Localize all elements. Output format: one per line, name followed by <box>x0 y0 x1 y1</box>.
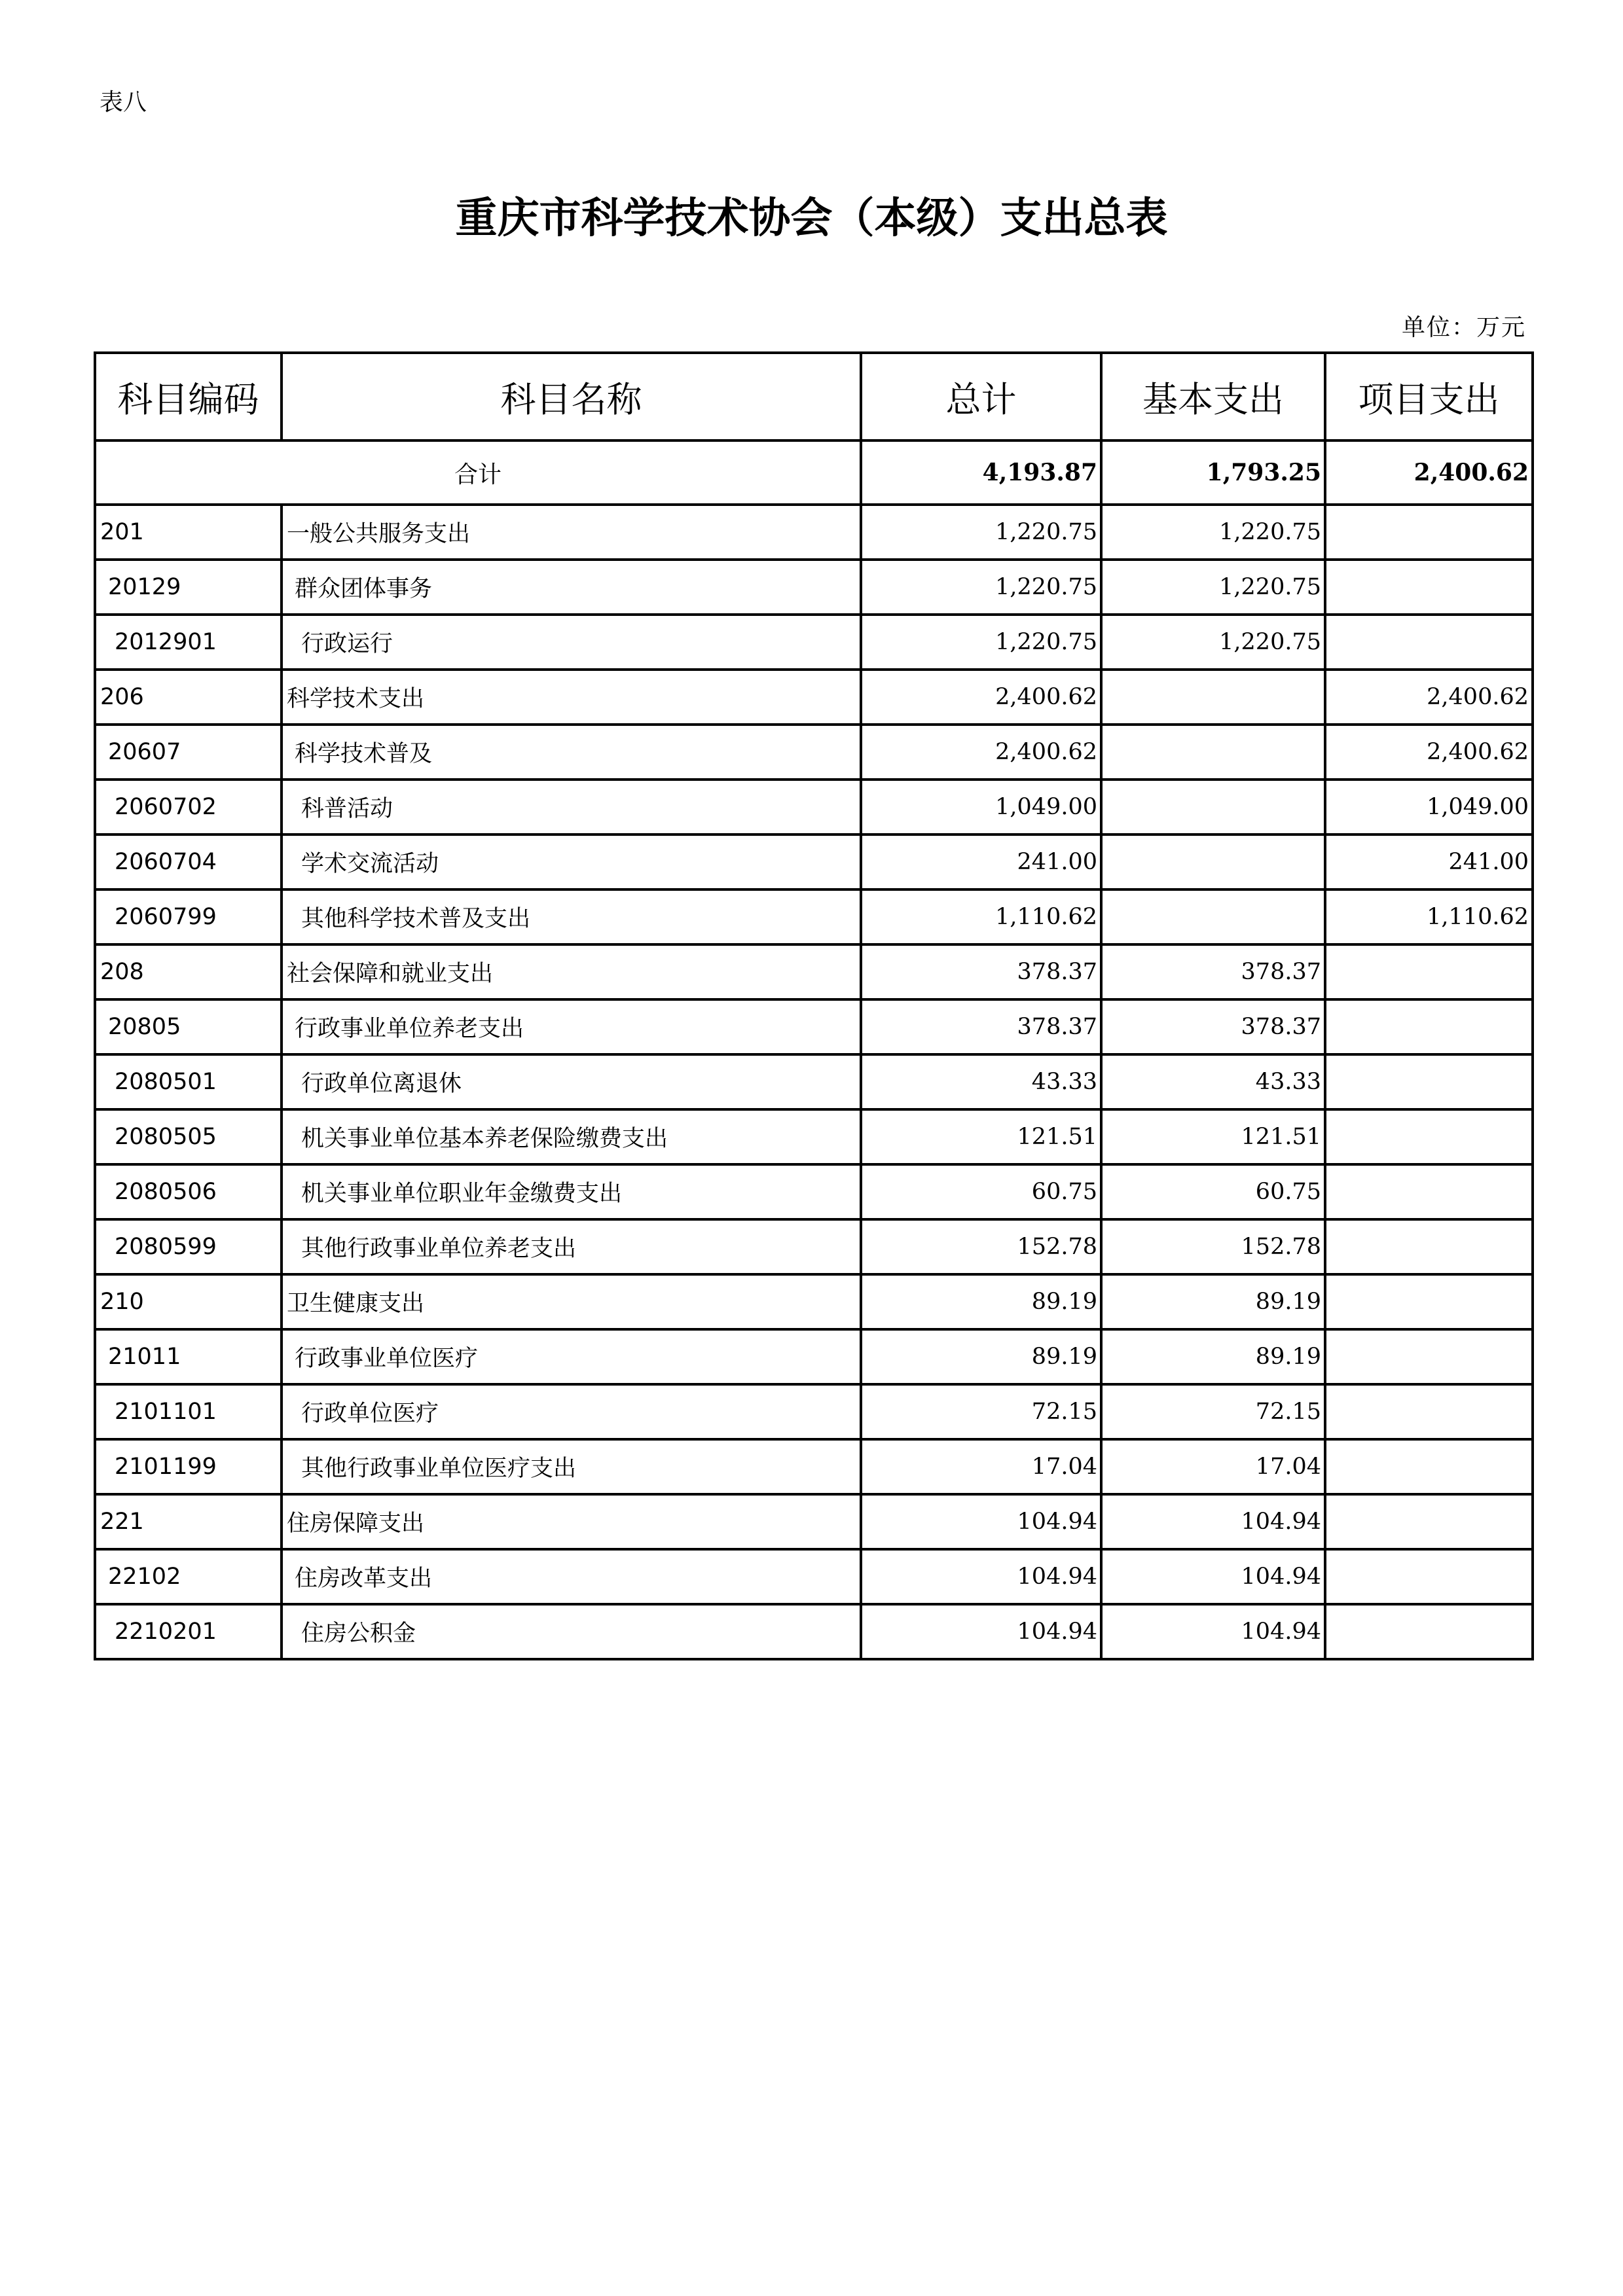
table-row <box>95 1549 1533 1604</box>
row-project <box>1325 1439 1533 1494</box>
row-code: 206 <box>95 670 282 725</box>
row-total: 1,220.75 <box>861 505 1101 560</box>
row-name: 科学技术普及 <box>282 725 861 780</box>
table-row <box>95 505 1533 560</box>
table-row <box>95 1494 1533 1549</box>
row-total: 1,049.00 <box>861 780 1101 834</box>
row-name: 一般公共服务支出 <box>282 505 861 560</box>
row-code: 201 <box>95 505 282 560</box>
row-code: 20805 <box>95 999 282 1054</box>
row-basic: 104.94 <box>1101 1549 1325 1604</box>
table-row <box>95 615 1533 670</box>
table-row <box>95 1384 1533 1439</box>
row-project <box>1325 1054 1533 1109</box>
table-row <box>95 944 1533 999</box>
row-name: 行政单位医疗 <box>282 1384 861 1439</box>
row-name: 行政单位离退休 <box>282 1054 861 1109</box>
row-basic: 72.15 <box>1101 1384 1325 1439</box>
row-code: 2060799 <box>95 889 282 944</box>
row-basic <box>1101 670 1325 725</box>
row-project: 2,400.62 <box>1325 670 1533 725</box>
row-code: 2080501 <box>95 1054 282 1109</box>
row-name: 科学技术支出 <box>282 670 861 725</box>
row-total: 72.15 <box>861 1384 1101 1439</box>
column-header-total: 总计 <box>861 353 1101 440</box>
row-project <box>1325 944 1533 999</box>
table-row <box>95 1219 1533 1274</box>
row-total: 121.51 <box>861 1109 1101 1164</box>
row-project: 1,049.00 <box>1325 780 1533 834</box>
row-name: 住房保障支出 <box>282 1494 861 1549</box>
row-name: 社会保障和就业支出 <box>282 944 861 999</box>
row-name: 科普活动 <box>282 780 861 834</box>
row-project <box>1325 1384 1533 1439</box>
row-code: 210 <box>95 1274 282 1329</box>
row-code: 2060704 <box>95 834 282 889</box>
row-basic: 89.19 <box>1101 1274 1325 1329</box>
row-basic: 60.75 <box>1101 1164 1325 1219</box>
row-project <box>1325 1164 1533 1219</box>
row-total: 43.33 <box>861 1054 1101 1109</box>
row-total: 1,110.62 <box>861 889 1101 944</box>
row-total: 378.37 <box>861 999 1101 1054</box>
row-project <box>1325 1219 1533 1274</box>
row-total: 104.94 <box>861 1604 1101 1659</box>
row-code: 208 <box>95 944 282 999</box>
row-basic: 121.51 <box>1101 1109 1325 1164</box>
row-total: 104.94 <box>861 1549 1101 1604</box>
row-basic: 1,220.75 <box>1101 560 1325 615</box>
total-project: 2,400.62 <box>1325 440 1533 505</box>
row-project <box>1325 1329 1533 1384</box>
row-name: 行政事业单位养老支出 <box>282 999 861 1054</box>
row-basic: 104.94 <box>1101 1494 1325 1549</box>
table-row <box>95 725 1533 780</box>
expenditure-table <box>94 351 1534 1660</box>
row-total: 2,400.62 <box>861 725 1101 780</box>
unit-label: 单位：万元 <box>1401 314 1526 341</box>
row-name: 行政运行 <box>282 615 861 670</box>
row-code: 22102 <box>95 1549 282 1604</box>
row-project: 2,400.62 <box>1325 725 1533 780</box>
row-project <box>1325 1549 1533 1604</box>
row-project <box>1325 1494 1533 1549</box>
row-total: 17.04 <box>861 1439 1101 1494</box>
row-code: 2060702 <box>95 780 282 834</box>
row-project: 241.00 <box>1325 834 1533 889</box>
row-basic: 104.94 <box>1101 1604 1325 1659</box>
row-total: 89.19 <box>861 1274 1101 1329</box>
row-code: 2080505 <box>95 1109 282 1164</box>
row-project <box>1325 560 1533 615</box>
table-row <box>95 1164 1533 1219</box>
table-row <box>95 834 1533 889</box>
row-name: 住房公积金 <box>282 1604 861 1659</box>
row-name: 机关事业单位职业年金缴费支出 <box>282 1164 861 1219</box>
row-total: 2,400.62 <box>861 670 1101 725</box>
table-row <box>95 780 1533 834</box>
column-header-basic: 基本支出 <box>1101 353 1325 440</box>
total-label: 合计 <box>95 440 861 505</box>
row-basic <box>1101 834 1325 889</box>
row-total: 1,220.75 <box>861 615 1101 670</box>
table-row <box>95 1439 1533 1494</box>
row-basic: 89.19 <box>1101 1329 1325 1384</box>
row-project <box>1325 615 1533 670</box>
row-project <box>1325 1274 1533 1329</box>
table-row <box>95 1329 1533 1384</box>
table-row <box>95 999 1533 1054</box>
row-code: 2101199 <box>95 1439 282 1494</box>
total-total: 4,193.87 <box>861 440 1101 505</box>
table-number-label: 表八 <box>100 89 147 116</box>
row-basic <box>1101 780 1325 834</box>
column-header-project: 项目支出 <box>1325 353 1533 440</box>
row-total: 152.78 <box>861 1219 1101 1274</box>
row-code: 2080599 <box>95 1219 282 1274</box>
column-header-name: 科目名称 <box>282 353 861 440</box>
row-code: 2210201 <box>95 1604 282 1659</box>
row-basic: 43.33 <box>1101 1054 1325 1109</box>
row-basic: 378.37 <box>1101 999 1325 1054</box>
row-basic: 17.04 <box>1101 1439 1325 1494</box>
row-project <box>1325 505 1533 560</box>
table-row <box>95 889 1533 944</box>
total-basic: 1,793.25 <box>1101 440 1325 505</box>
table-row <box>95 1274 1533 1329</box>
row-name: 其他行政事业单位养老支出 <box>282 1219 861 1274</box>
row-project <box>1325 1604 1533 1659</box>
row-name: 学术交流活动 <box>282 834 861 889</box>
table-row <box>95 1054 1533 1109</box>
row-name: 机关事业单位基本养老保险缴费支出 <box>282 1109 861 1164</box>
row-basic: 1,220.75 <box>1101 615 1325 670</box>
row-basic <box>1101 725 1325 780</box>
row-code: 2012901 <box>95 615 282 670</box>
row-code: 20607 <box>95 725 282 780</box>
row-code: 221 <box>95 1494 282 1549</box>
row-project <box>1325 1109 1533 1164</box>
row-code: 2080506 <box>95 1164 282 1219</box>
row-name: 住房改革支出 <box>282 1549 861 1604</box>
table-row <box>95 1109 1533 1164</box>
row-basic: 378.37 <box>1101 944 1325 999</box>
row-total: 104.94 <box>861 1494 1101 1549</box>
table-row <box>95 560 1533 615</box>
row-code: 20129 <box>95 560 282 615</box>
table-row <box>95 1604 1533 1659</box>
table-row <box>95 670 1533 725</box>
row-total: 241.00 <box>861 834 1101 889</box>
row-basic: 1,220.75 <box>1101 505 1325 560</box>
row-basic <box>1101 889 1325 944</box>
header-row <box>95 353 1533 440</box>
row-basic: 152.78 <box>1101 1219 1325 1274</box>
row-total: 89.19 <box>861 1329 1101 1384</box>
row-total: 60.75 <box>861 1164 1101 1219</box>
row-name: 其他科学技术普及支出 <box>282 889 861 944</box>
row-total: 1,220.75 <box>861 560 1101 615</box>
row-name: 其他行政事业单位医疗支出 <box>282 1439 861 1494</box>
row-name: 群众团体事务 <box>282 560 861 615</box>
row-project <box>1325 999 1533 1054</box>
row-name: 卫生健康支出 <box>282 1274 861 1329</box>
row-total: 378.37 <box>861 944 1101 999</box>
row-name: 行政事业单位医疗 <box>282 1329 861 1384</box>
row-code: 21011 <box>95 1329 282 1384</box>
total-row <box>95 440 1533 505</box>
row-project: 1,110.62 <box>1325 889 1533 944</box>
row-code: 2101101 <box>95 1384 282 1439</box>
page-title: 重庆市科学技术协会（本级）支出总表 <box>455 194 1168 243</box>
column-header-code: 科目编码 <box>95 353 282 440</box>
